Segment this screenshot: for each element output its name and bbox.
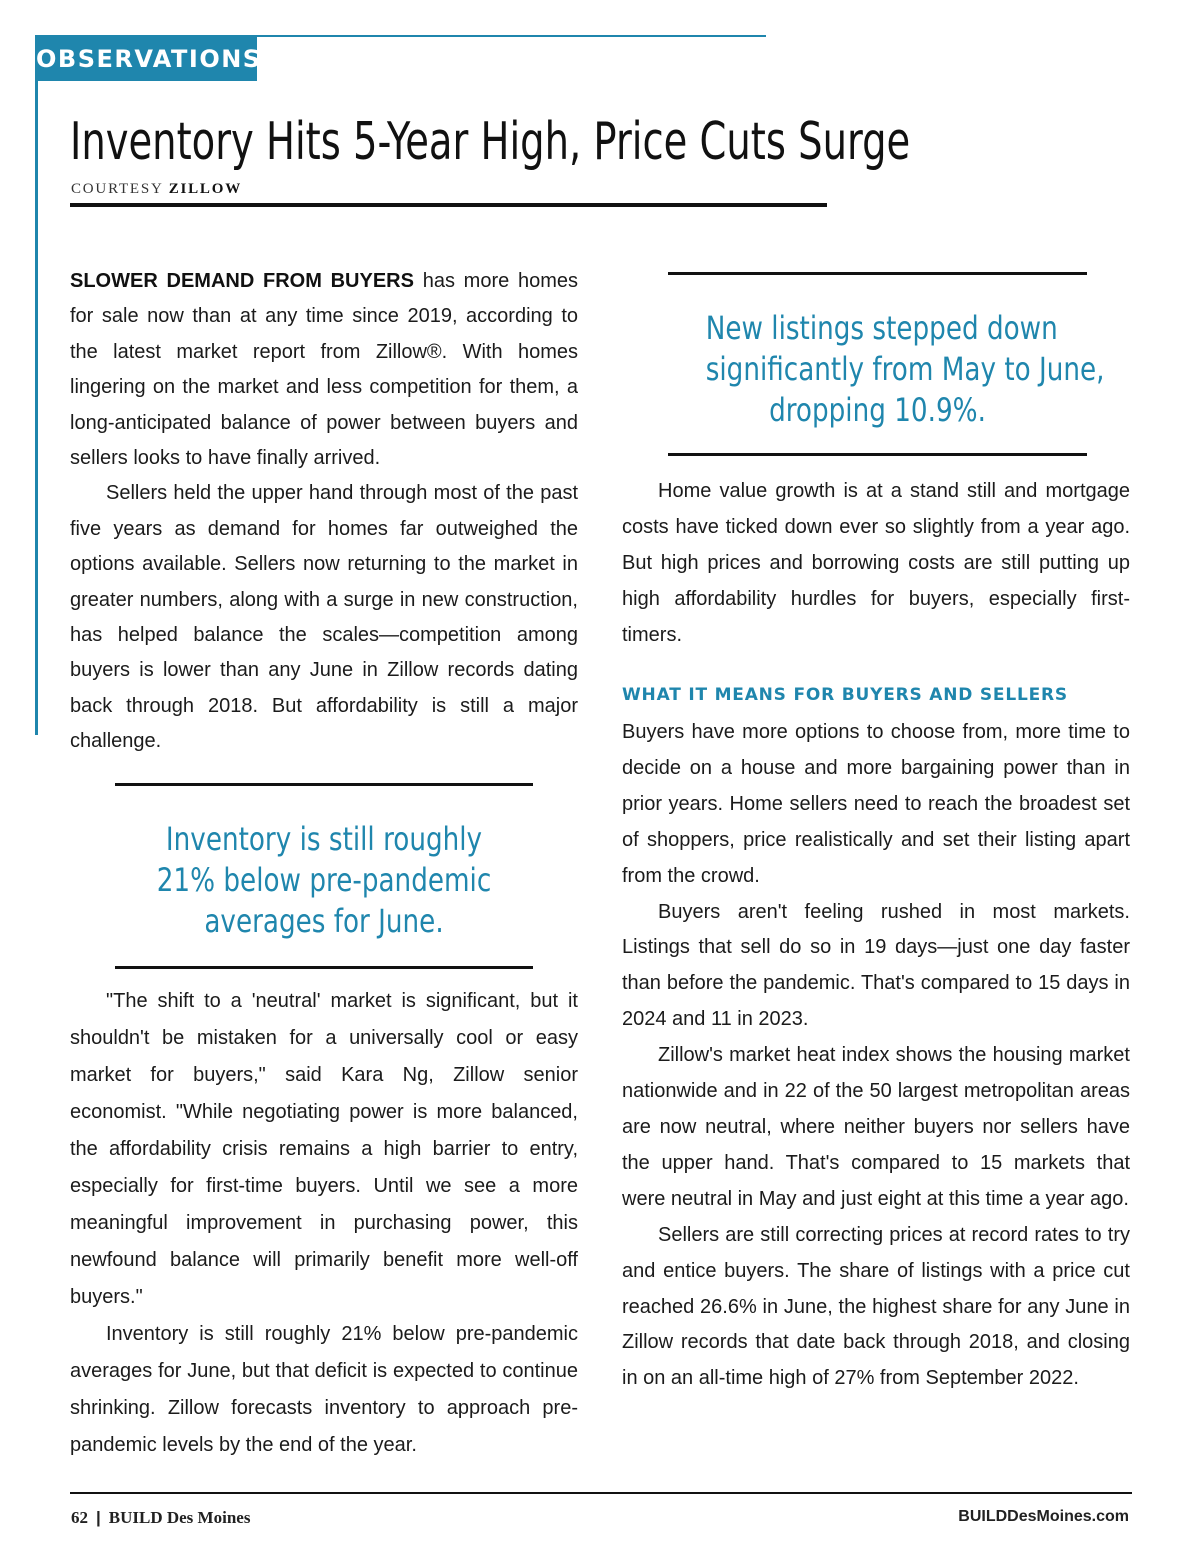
headline: Inventory Hits 5-Year High, Price Cuts Surge — [70, 112, 911, 172]
body-paragraph: Buyers have more options to choose from, more time to decide on a house and more bargaining power than in prior years. Home sellers need to reach the broadest set of shoppers, price realistically and set their listing apart from the crowd. — [622, 721, 1130, 887]
pull-quote-line: significantly from May to June, — [705, 350, 1105, 388]
body-paragraph: Home value growth is at a stand still and mortgage costs have ticked down ever so slightly from a year ago. But high prices and borrowing costs are still putting up high affordability hurdles for buyers, especially first-timers. — [622, 480, 1130, 646]
body-paragraph: Inventory is still roughly 21% below pre-pandemic averages for June, but that deficit is expected to continue shrinking. Zillow forecasts inventory to approach pre-pandemic levels by the end of the year. — [70, 1323, 578, 1456]
pull-quote-left — [115, 783, 533, 969]
left-column-bottom — [70, 983, 578, 1464]
folio-separator: | — [96, 1508, 101, 1527]
pull-quote-line: averages for June. — [204, 902, 444, 940]
intro-text: has more homes for sale now than at any time since 2019, according to the latest market report from Zillow®. With homes lingering on the market and less competition for them, a long-anticipated balance of power between buyers and sellers looks to have finally arrived. — [70, 270, 578, 470]
body-paragraph: Sellers held the upper hand through most of the past five years as demand for homes far outweighed the options available. Sellers now returning to the market in greater numbers, along with a surge in new construction, has helped balance the scales—competition among buyers is lower than any June in Zillow records dating back through 2018. But affordability is still a major challenge. — [70, 482, 578, 753]
quote-paragraph: "The shift to a 'neutral' market is significant, but it shouldn't be mistaken for a universally cool or easy market for buyers," said Kara Ng, Zillow senior economist. "While negotiating power is more balanced, the affordability crisis remains a high barrier to entry, especially for first-time buyers. Until we see a more meaningful improvement in purchasing power, this newfound balance will primarily benefit more well-off buyers." — [70, 990, 578, 1308]
publication-name: BUILD Des Moines — [108, 1508, 251, 1527]
pull-quote-line: dropping 10.9%. — [769, 391, 986, 429]
pull-quote-right — [668, 272, 1105, 456]
pull-quote-rule-bottom — [115, 966, 533, 969]
website-url: BUILDDesMoines.com — [958, 1508, 1129, 1525]
pull-quote-line: New listings stepped down — [705, 309, 1058, 347]
left-column-top — [70, 264, 578, 760]
intro-paragraph — [70, 264, 578, 476]
right-column-upper — [622, 473, 1130, 653]
page-number: 62 — [71, 1508, 88, 1527]
section-tag: OBSERVATIONS — [36, 37, 257, 81]
body-paragraph: Sellers are still correcting prices at record rates to try and entice buyers. The share of listings with a price cut reached 26.6% in June, the highest share for any June in Zillow records that date back through 2018, and closing in on an all-time high of 27% from September 2022. — [622, 1223, 1130, 1390]
credit-source: ZILLOW — [168, 181, 243, 197]
intro-lead-in: SLOWER DEMAND FROM BUYERS — [70, 270, 414, 292]
pull-quote-line: Inventory is still roughly — [165, 820, 483, 858]
body-paragraph: Buyers aren't feeling rushed in most markets. Listings that sell do so in 19 days—just one day faster than before the pandemic. That's compared to 15 days in 2024 and 11 in 2023. — [622, 900, 1130, 1031]
folio — [71, 1508, 250, 1528]
pull-quote-line: 21% below pre-pandemic — [156, 861, 492, 899]
pull-quote-rule-bottom — [668, 453, 1087, 456]
footer-rule — [70, 1492, 1132, 1494]
credit-prefix: COURTESY — [71, 181, 164, 197]
body-paragraph: Zillow's market heat index shows the housing market nationwide and in 22 of the 50 largest metropolitan areas are now neutral, where neither buyers nor sellers have the upper hand. That's compared to 15 markets that were neutral in May and just eight at this time a year ago. — [622, 1044, 1130, 1210]
section-subhead: WHAT IT MEANS FOR BUYERS AND SELLERS — [622, 685, 1068, 705]
right-column-lower — [622, 677, 1130, 1397]
headline-rule — [70, 203, 827, 207]
accent-line-left — [35, 35, 38, 735]
credit-line — [71, 181, 242, 198]
